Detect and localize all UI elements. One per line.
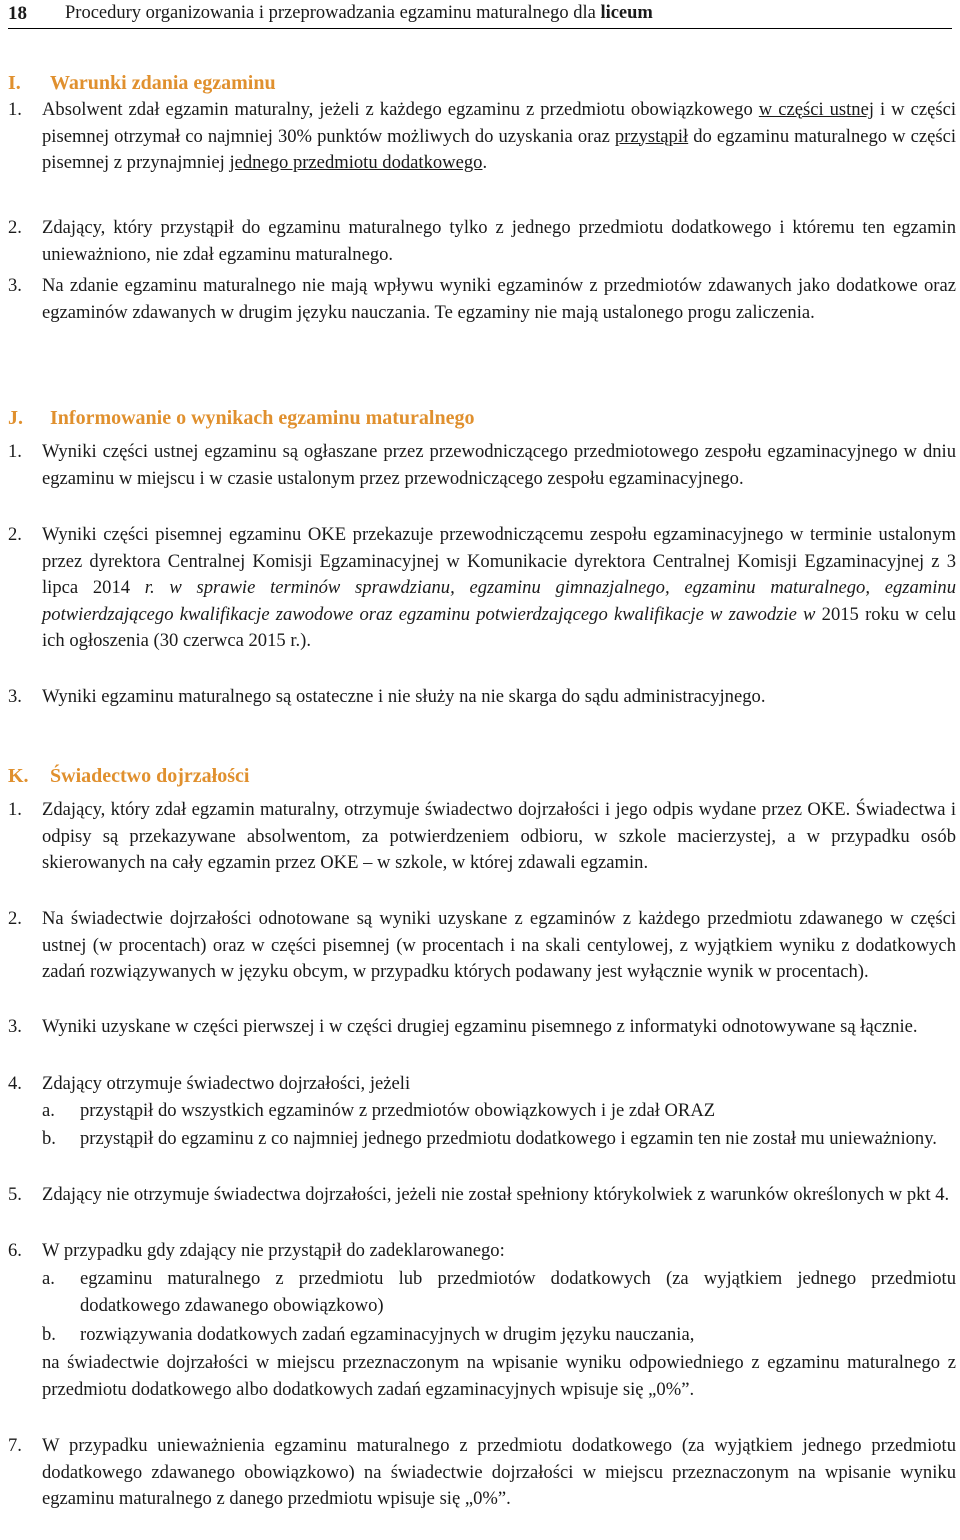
item-number: 6. xyxy=(8,1240,22,1261)
underlined-text: przystąpił xyxy=(614,125,689,147)
sub-item-text: przystąpił do egzaminu z co najmniej jednego przedmiotu dodatkowego i egzamin ten nie został mu unieważniony. xyxy=(80,1128,937,1149)
item-text xyxy=(42,522,956,655)
item-text: Zdający, który przystąpił do egzaminu maturalnego tylko z jednego przedmiotu dodatkowego i któremu ten egzamin unieważniono, nie zdał egzaminu maturalnego. xyxy=(42,217,956,265)
section-title: Warunki zdania egzaminu xyxy=(50,72,276,94)
item-number: 1. xyxy=(8,99,22,120)
list-item xyxy=(8,1071,956,1098)
list-item xyxy=(8,1014,956,1041)
header-title xyxy=(65,3,653,24)
text-run: do egzaminu maturalnego w części pisemnej z przynajmniej xyxy=(42,125,956,173)
item-text: Wyniki uzyskane w części pierwszej i w części drugiej egzaminu pisemnego z informatyki odnotowywane są łącznie. xyxy=(42,1016,918,1037)
item-number: 3. xyxy=(8,275,22,296)
list-item xyxy=(8,797,956,877)
sub-item xyxy=(42,1126,956,1153)
sub-item xyxy=(42,1098,956,1125)
item-number: 2. xyxy=(8,524,22,545)
list-item xyxy=(8,1182,956,1209)
underlined-text: w części ustnej xyxy=(758,99,875,120)
sub-item-text: egzaminu maturalnego z przedmiotu lub przedmiotów dodatkowych (za wyjątkiem jednego przedmiotu dodatkowego zdawanego obowiązkowo) xyxy=(80,1268,956,1316)
item-text: Wyniki egzaminu maturalnego są ostateczne i nie służy na nie skarga do sądu administracyjnego. xyxy=(42,686,766,707)
text-run: Wyniki części pisemnej egzaminu OKE przekazuje przewodniczącemu zespołu egzaminacyjnego w terminie ustalonym przez dyrektora Centralnej Komisji Egzaminacyjnej w Komunikacie dyrektora Centralnej Komisji Egzaminacyjnej z 3 lipca 2014 xyxy=(42,524,956,598)
item-number: 3. xyxy=(8,686,22,707)
item-number: 5. xyxy=(8,1184,22,1205)
item-text: W przypadku unieważnienia egzaminu maturalnego z przedmiotu dodatkowego (za wyjątkiem jednego przedmiotu dodatkowego zdawanego obowiązkowo) na świadectwie dojrzałości w miejscu przeznaczonym na wpisanie wyniku egzaminu maturalnego z danego przedmiotu wpisuje się „0%”. xyxy=(42,1435,956,1509)
list-item xyxy=(8,273,956,326)
section-heading-i xyxy=(8,72,276,95)
page-number: 18 xyxy=(8,3,27,24)
item-text: W przypadku gdy zdający nie przystąpił do zadeklarowanego: xyxy=(42,1240,505,1261)
sub-item-text: przystąpił do wszystkich egzaminów z przedmiotów obowiązkowych i je zdał ORAZ xyxy=(80,1100,716,1121)
list-item xyxy=(8,906,956,986)
item-text: Wyniki części ustnej egzaminu są ogłaszane przez przewodniczącego przedmiotowego zespołu egzaminacyjnego w dniu egzaminu w miejscu i w czasie ustalonym przez przewodniczącego zespołu egzaminacyjnego. xyxy=(42,441,956,489)
sub-item-letter: b. xyxy=(42,1324,56,1345)
section-letter: I. xyxy=(8,72,21,94)
sub-item-letter: a. xyxy=(42,1268,55,1289)
list-item xyxy=(8,215,956,268)
list-item xyxy=(8,97,956,177)
list-item xyxy=(8,522,956,655)
italic-text: r. w sprawie terminów sprawdzianu, egzaminu gimnazjalnego, egzaminu maturalnego, egzaminu potwierdzającego kwalifikacje zawodowe oraz egzaminu potwierdzającego kwalifikacje w zawodzie w xyxy=(42,577,956,625)
item-text xyxy=(42,97,956,177)
underlined-text: jednego przedmiotu dodatkowego xyxy=(229,152,483,173)
sub-item xyxy=(42,1266,956,1319)
header-title-bold: liceum xyxy=(600,3,653,23)
text-run: i w części pisemnej otrzymał co najmniej 30% punktów możliwych do uzyskania oraz xyxy=(42,99,957,147)
list-item xyxy=(8,1433,956,1513)
item-continuation: na świadectwie dojrzałości w miejscu przeznaczonym na wpisanie wyniku odpowiedniego z egzaminu maturalnego z przedmiotu dodatkowego albo dodatkowych zadań egzaminacyjnych wpisuje się „0%”. xyxy=(42,1352,956,1400)
list-item xyxy=(8,439,956,492)
item-number: 7. xyxy=(8,1435,22,1456)
header-title-text: Procedury organizowania i przeprowadzania egzaminu maturalnego dla xyxy=(65,3,601,23)
section-title: Informowanie o wynikach egzaminu maturalnego xyxy=(50,407,475,429)
item-text: Na świadectwie dojrzałości odnotowane są wyniki uzyskane z egzaminów z każdego przedmiotu zdawanego w części ustnej (w procentach) oraz w części pisemnej (w procentach i na skali centylowej, z wyjątkiem wyniku z dodatkowych zadań rozwiązywanych w języku obcym, w przypadku których podawany jest wyłącznie wynik w procentach). xyxy=(42,908,956,982)
item-number: 1. xyxy=(8,799,22,820)
section-heading-j xyxy=(8,407,474,430)
section-letter: K. xyxy=(8,765,29,787)
sub-item-text: rozwiązywania dodatkowych zadań egzaminacyjnych w drugim języku nauczania, xyxy=(80,1324,695,1345)
item-number: 3. xyxy=(8,1016,22,1037)
list-item xyxy=(8,1238,956,1265)
text-run: Absolwent zdał egzamin maturalny, jeżeli z każdego egzaminu z przedmiotu obowiązkowego xyxy=(42,99,759,120)
list-item xyxy=(8,684,956,711)
item-text: Zdający otrzymuje świadectwo dojrzałości, jeżeli xyxy=(42,1073,411,1094)
item-text: Zdający, który zdał egzamin maturalny, otrzymuje świadectwo dojrzałości i jego odpis wydane przez OKE. Świadectwa i odpisy są przekazywane absolwentom, za potwierdzeniem odbioru, w szkole macierzystej, a w przypadku osób skierowanych na cały egzamin przez OKE – w szkole, w której zdawali egzamin. xyxy=(42,799,956,873)
section-title: Świadectwo dojrzałości xyxy=(50,765,250,787)
page-header xyxy=(8,0,952,29)
item-number: 2. xyxy=(8,908,22,929)
item-number: 4. xyxy=(8,1073,22,1094)
item-text: Na zdanie egzaminu maturalnego nie mają wpływu wyniki egzaminów z przedmiotów zdawanych jako dodatkowe oraz egzaminów zdawanych w drugim języku nauczania. Te egzaminy nie mają ustalonego progu zaliczenia. xyxy=(42,275,956,323)
text-run: . xyxy=(482,152,488,173)
sub-item-letter: a. xyxy=(42,1100,55,1121)
section-letter: J. xyxy=(8,407,23,429)
sub-item xyxy=(42,1322,956,1349)
text-run: 2015 roku w celu ich ogłoszenia (30 czerwca 2015 r.). xyxy=(42,603,956,651)
section-heading-k xyxy=(8,765,249,788)
item-text: Zdający nie otrzymuje świadectwa dojrzałości, jeżeli nie został spełniony którykolwiek z warunków określonych w pkt 4. xyxy=(42,1184,950,1205)
item-number: 2. xyxy=(8,217,22,238)
item-number: 1. xyxy=(8,441,22,462)
sub-item-letter: b. xyxy=(42,1128,56,1149)
